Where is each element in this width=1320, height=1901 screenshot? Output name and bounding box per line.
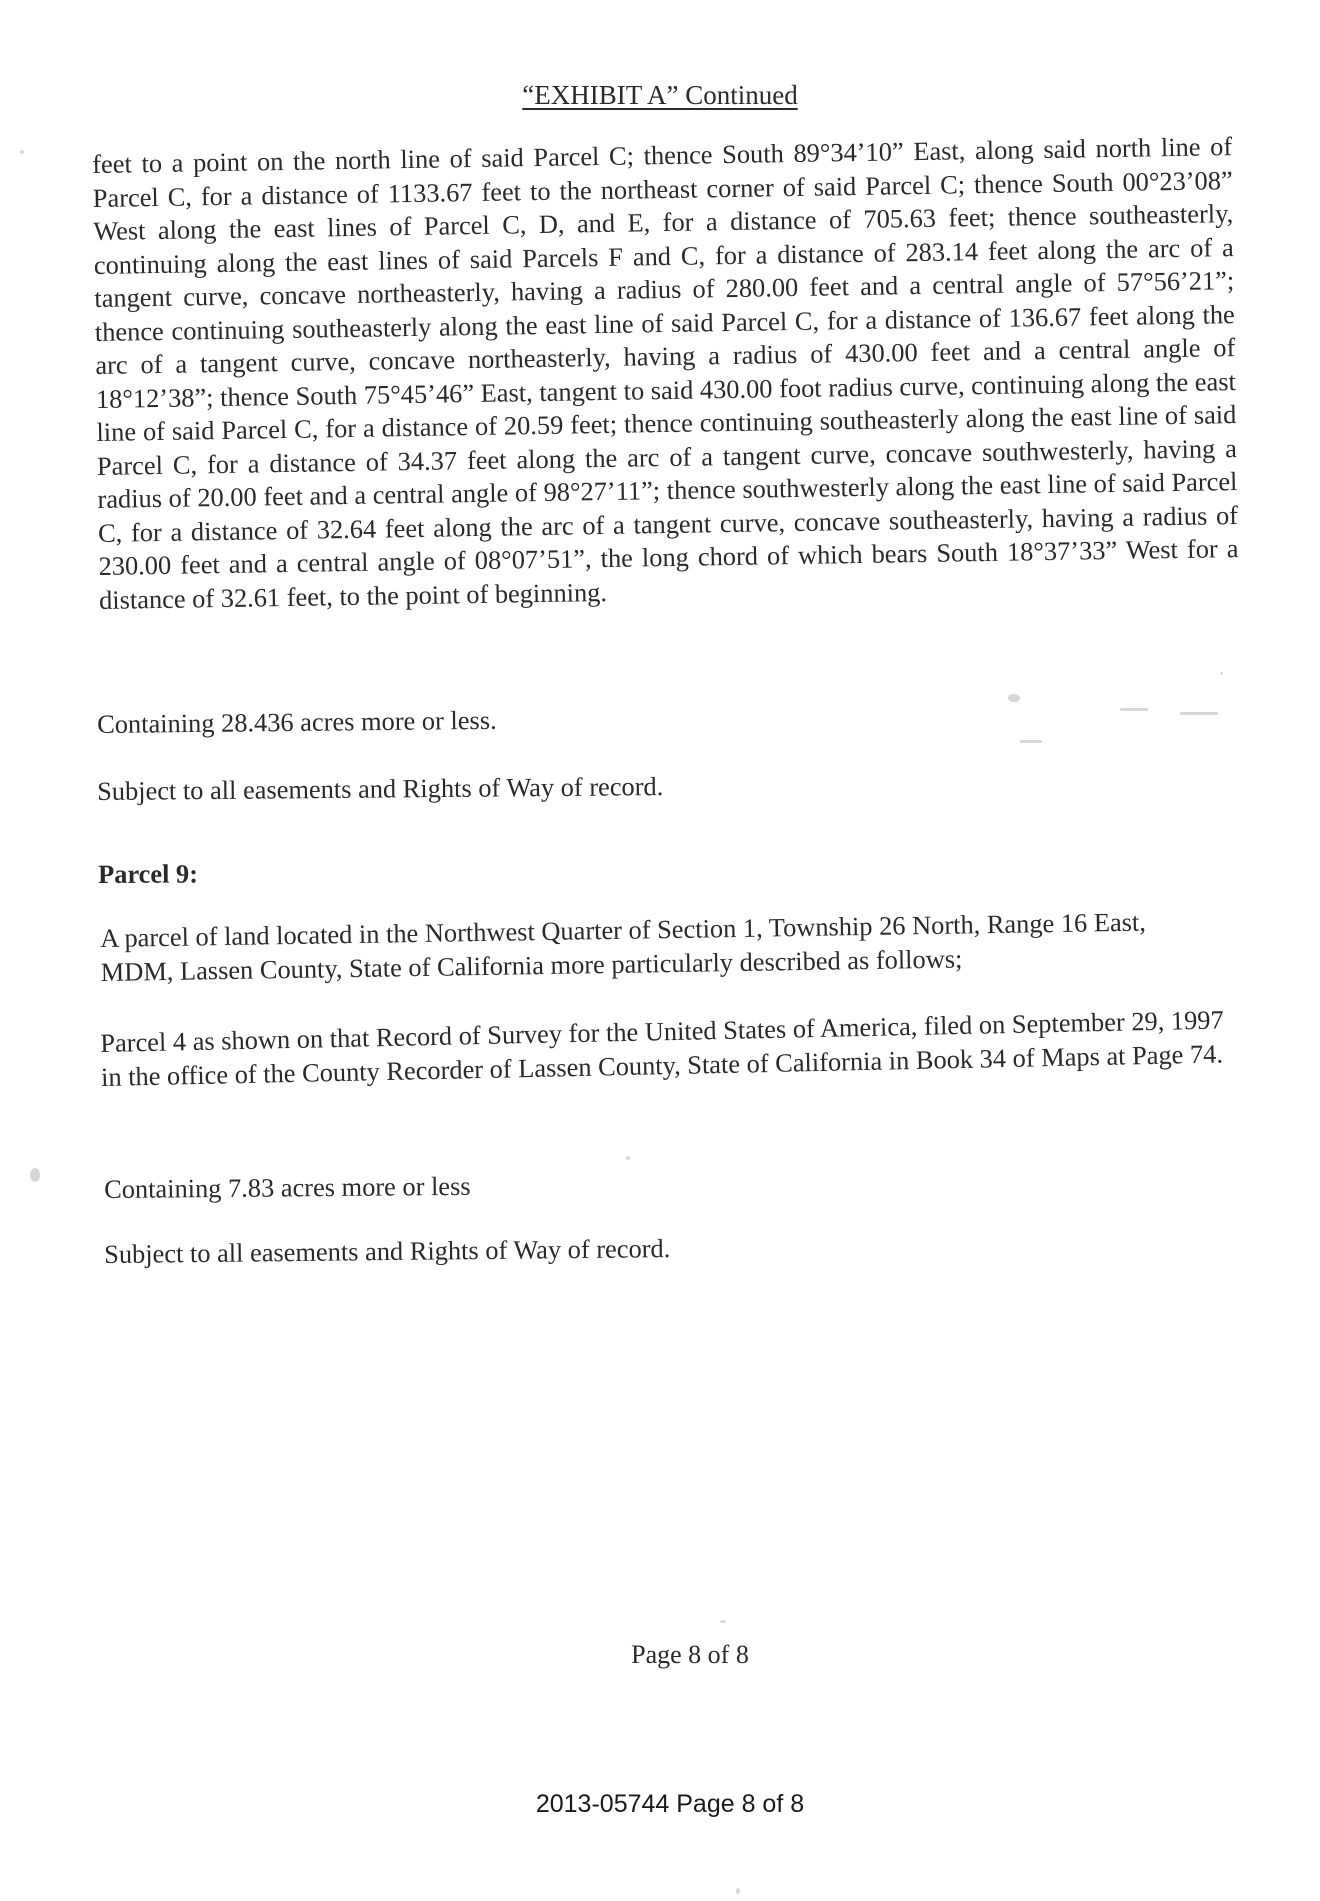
acreage-statement-1: Containing 28.436 acres more or less. bbox=[97, 704, 497, 739]
parcel-9-description: A parcel of land located in the Northwest Quarter of Section 1, Township 26 North, Range 16 East, MDM, Lassen County, State of California more particularly described as follows; bbox=[100, 906, 1147, 987]
parcel-4-reference: Parcel 4 as shown on that Record of Survey for the United States of America, filed on September 29, 1997 in the office of the County Recorder of Lassen County, State of California in Book 34 of Maps at Page 74. bbox=[100, 1004, 1224, 1092]
parcel-9-heading: Parcel 9: bbox=[98, 858, 199, 889]
scan-speck bbox=[1120, 708, 1148, 711]
scan-speck bbox=[1180, 712, 1218, 715]
scan-speck bbox=[736, 1888, 740, 1894]
scan-speck bbox=[1020, 740, 1042, 743]
easements-statement-2: Subject to all easements and Rights of Way of record. bbox=[104, 1233, 671, 1269]
acreage-statement-2: Containing 7.83 acres more or less bbox=[104, 1170, 471, 1204]
legal-description-paragraph: feet to a point on the north line of said Parcel C; thence South 89°34’10” East, along said north line of Parcel C, for a distance of 1133.67 feet to the northeast corner of said Parcel C; thence South 00°23’08” West along the east lines of Parcel C, D, and E, for a distance of 705.63 feet; thence southeasterly, continuing along the east lines of said Parcels F and C, for a distance of 283.14 feet along the arc of a tangent curve, concave northeasterly, having a radius of 280.00 feet and a central angle of 57°56’21”; thence continuing southeasterly along the east line of said Parcel C, for a distance of 136.67 feet along the arc of a tangent curve, concave northeasterly, having a radius of 430.00 feet and a central angle of 18°12’38”; thence South 75°45’46” East, tangent to said 430.00 foot radius curve, continuing along the east line of said Parcel C, for a distance of 20.59 feet; thence continuing southeasterly along the east line of said Parcel C, for a distance of 34.37 feet along the arc of a tangent curve, concave southwesterly, having a radius of 20.00 feet and a central angle of 98°27’11”; thence southwesterly along the east line of said Parcel C, for a distance of 32.64 feet along the arc of a tangent curve, concave southeasterly, having a radius of 230.00 feet and a central angle of 08°07’51”, the long chord of which bears South 18°37’33” West for a distance of 32.61 feet, to the point of beginning. bbox=[92, 131, 1239, 615]
scan-speck bbox=[30, 1168, 40, 1182]
scan-speck bbox=[20, 150, 24, 154]
scan-speck bbox=[1008, 694, 1020, 702]
page-number: Page 8 of 8 bbox=[631, 1640, 749, 1669]
exhibit-header: “EXHIBIT A” Continued bbox=[522, 80, 798, 110]
scan-speck bbox=[626, 1156, 630, 1160]
recording-footer: 2013-05744 Page 8 of 8 bbox=[535, 1790, 805, 1818]
scan-speck bbox=[720, 1620, 726, 1623]
scan-speck bbox=[1220, 672, 1223, 675]
easements-statement-1: Subject to all easements and Rights of Way of record. bbox=[97, 771, 664, 806]
